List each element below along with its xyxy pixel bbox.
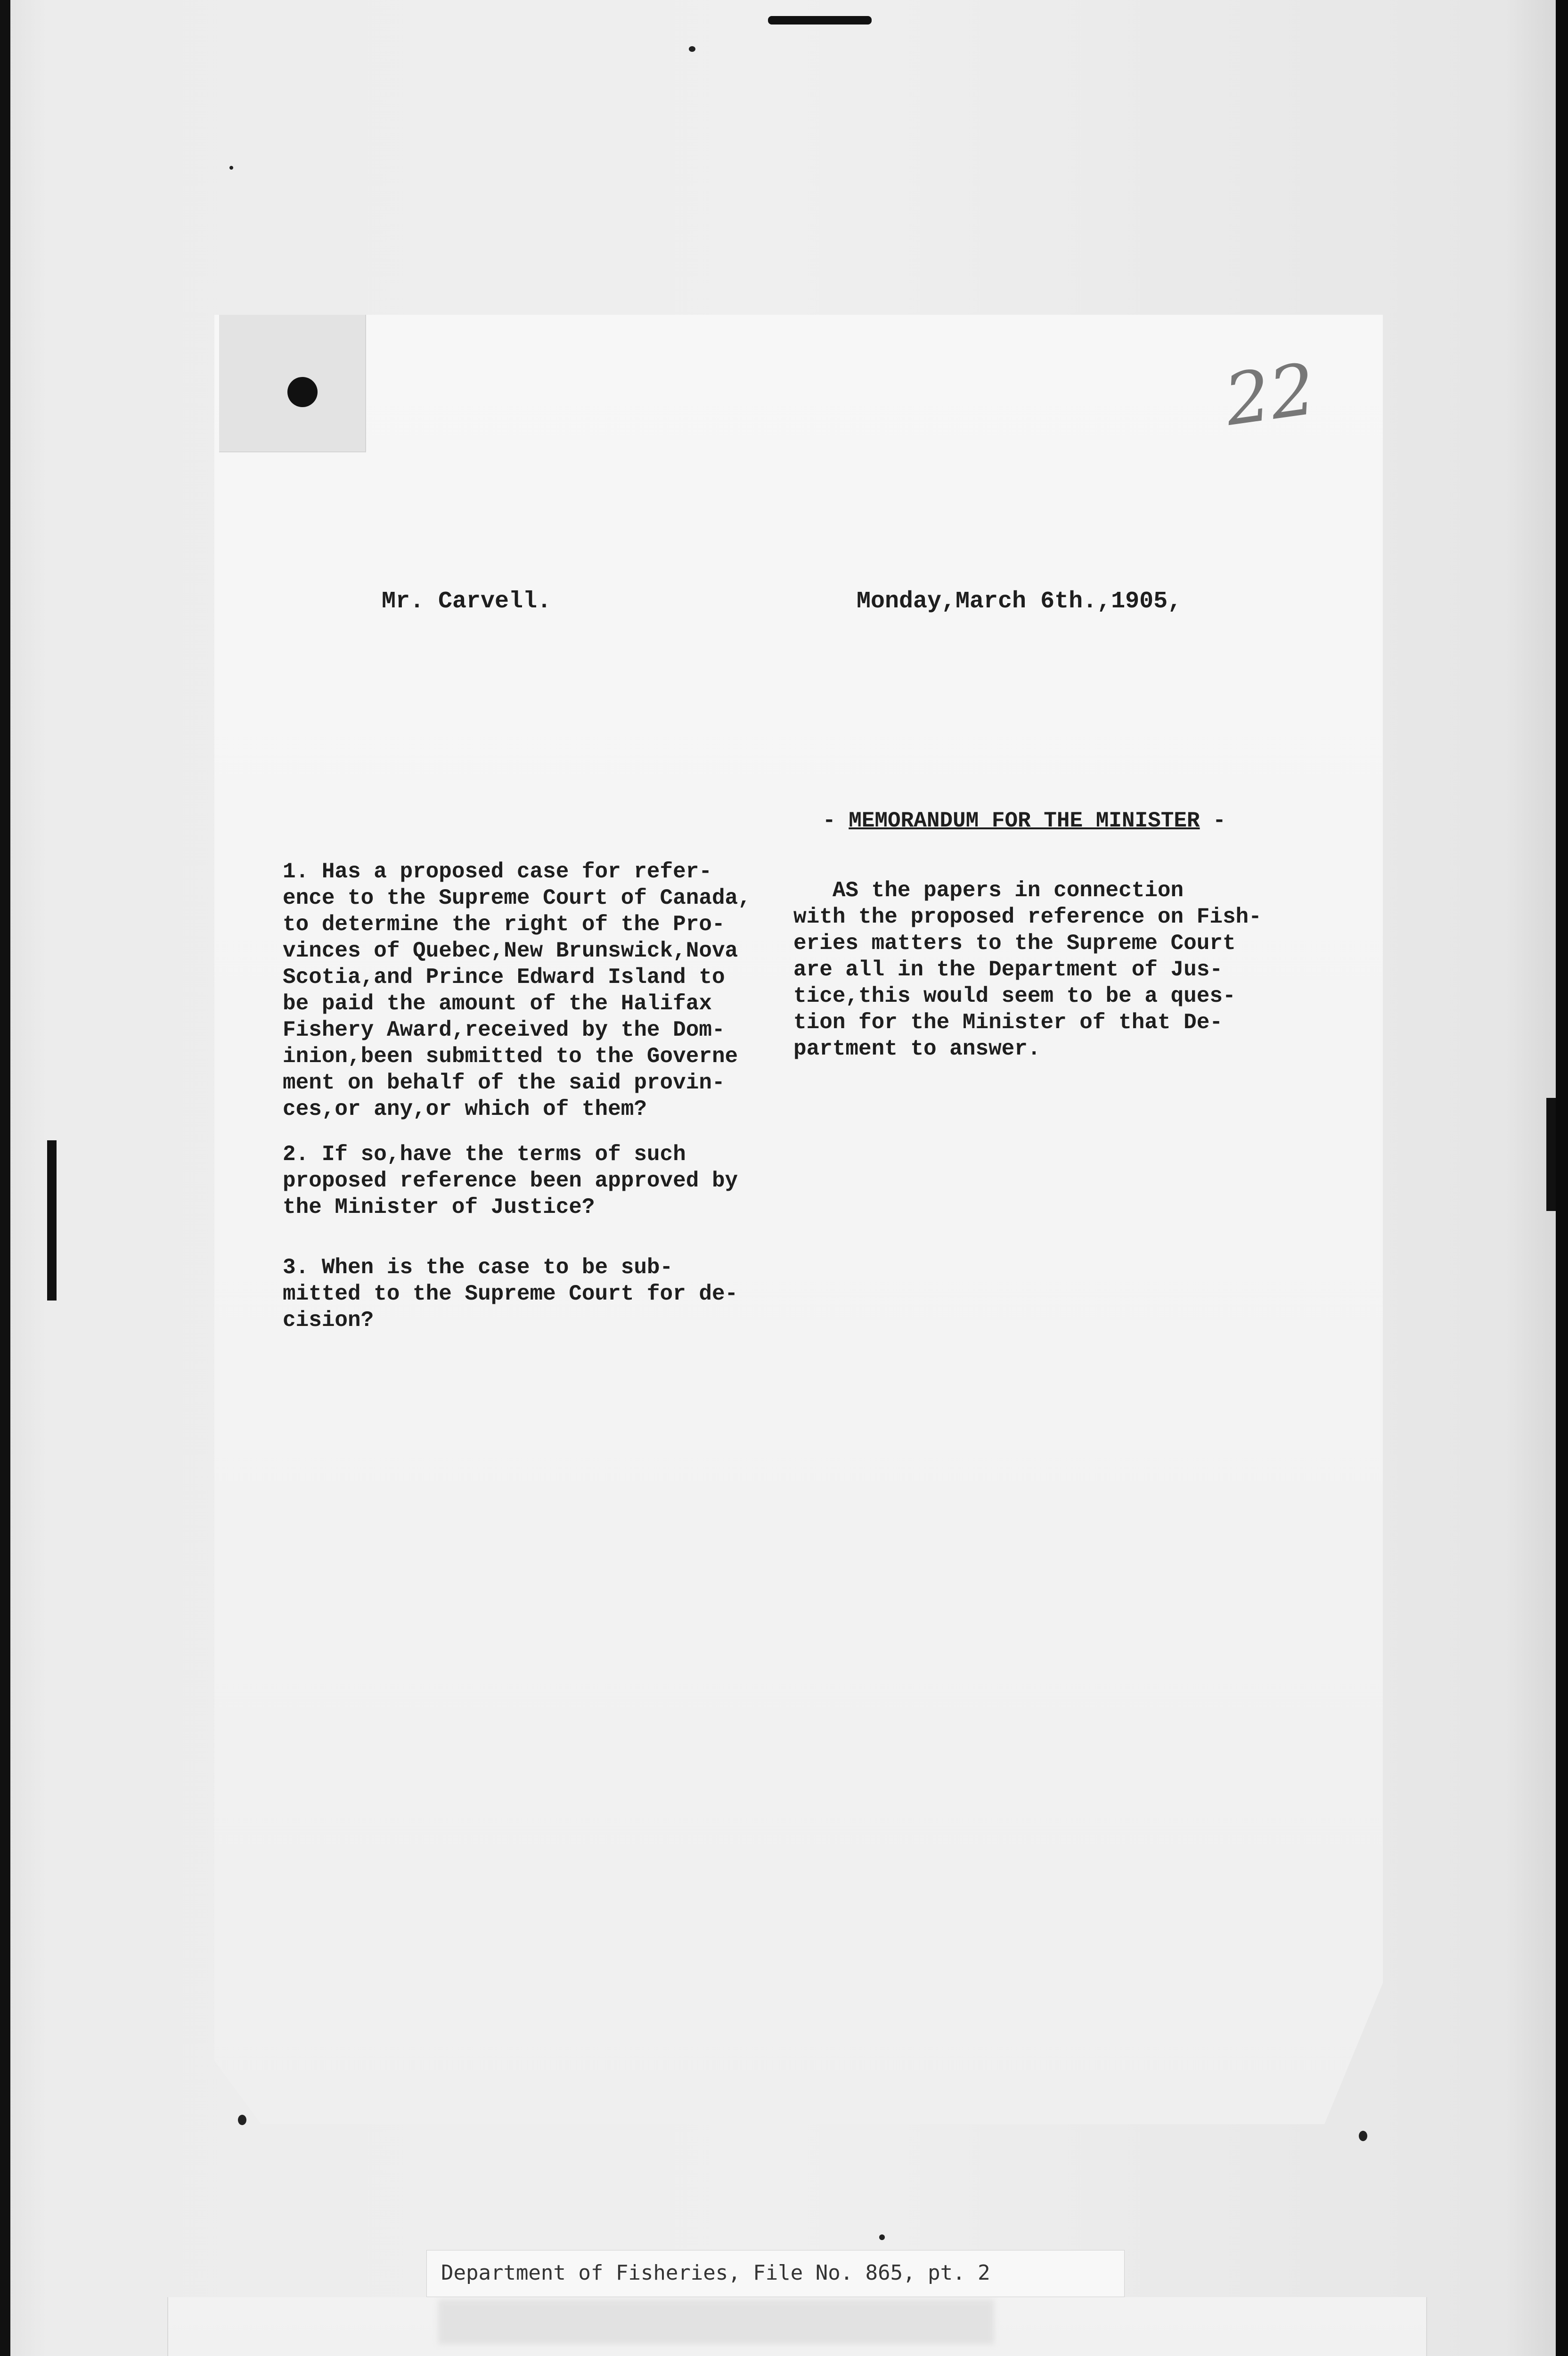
film-registration-mark [768, 16, 872, 25]
file-reference-label [426, 2250, 1125, 2297]
film-edge-right [1556, 0, 1568, 2356]
memo-heading-dash-left: - [823, 809, 849, 833]
file-reference-text: Department of Fisheries, File No. 865, pt. 2 [441, 2261, 990, 2285]
memo-heading-text: MEMORANDUM FOR THE MINISTER [849, 809, 1200, 833]
memo-answer: AS the papers in connection with the proposed reference on Fish- eries matters to the Supreme Court are all in the Department of Jus- tice,this would seem to be a ques- tion for the Minister of that De- partment to answer. [793, 878, 1262, 1061]
film-edge-mark-right [1546, 1098, 1556, 1211]
memo-heading [823, 809, 1226, 833]
memo-addressee: Mr. Carvell. [382, 588, 552, 615]
stamp-smudge [438, 2299, 994, 2344]
punch-hole [287, 377, 318, 407]
film-edge-mark-left [47, 1140, 57, 1301]
memo-date: Monday,March 6th.,1905, [857, 588, 1182, 615]
dust-speck [229, 166, 233, 170]
folio-number: 22 [1220, 348, 1321, 442]
question-3: 3. When is the case to be sub- mitted to the Supreme Court for de- cision? [283, 1255, 738, 1333]
staple-mark [238, 2115, 246, 2125]
question-2: 2. If so,have the terms of such proposed reference been approved by the Minister of Justice? [283, 1142, 738, 1219]
film-edge-left [0, 0, 10, 2356]
dust-speck [879, 2234, 885, 2240]
memo-heading-dash-right: - [1200, 809, 1226, 833]
dust-speck [689, 46, 695, 52]
question-1: 1. Has a proposed case for refer- ence to the Supreme Court of Canada, to determine the right of the Pro- vinces of Quebec,New Brunswick,Nova Scotia,and Prince Edward Island to be paid the amount of the Halifax Fishery Award,received by the Dom- inion,been submitted to the Governe ment on behalf of the said provin- ces,or any,or which of them? [283, 859, 751, 1121]
dust-speck [1359, 2131, 1367, 2141]
